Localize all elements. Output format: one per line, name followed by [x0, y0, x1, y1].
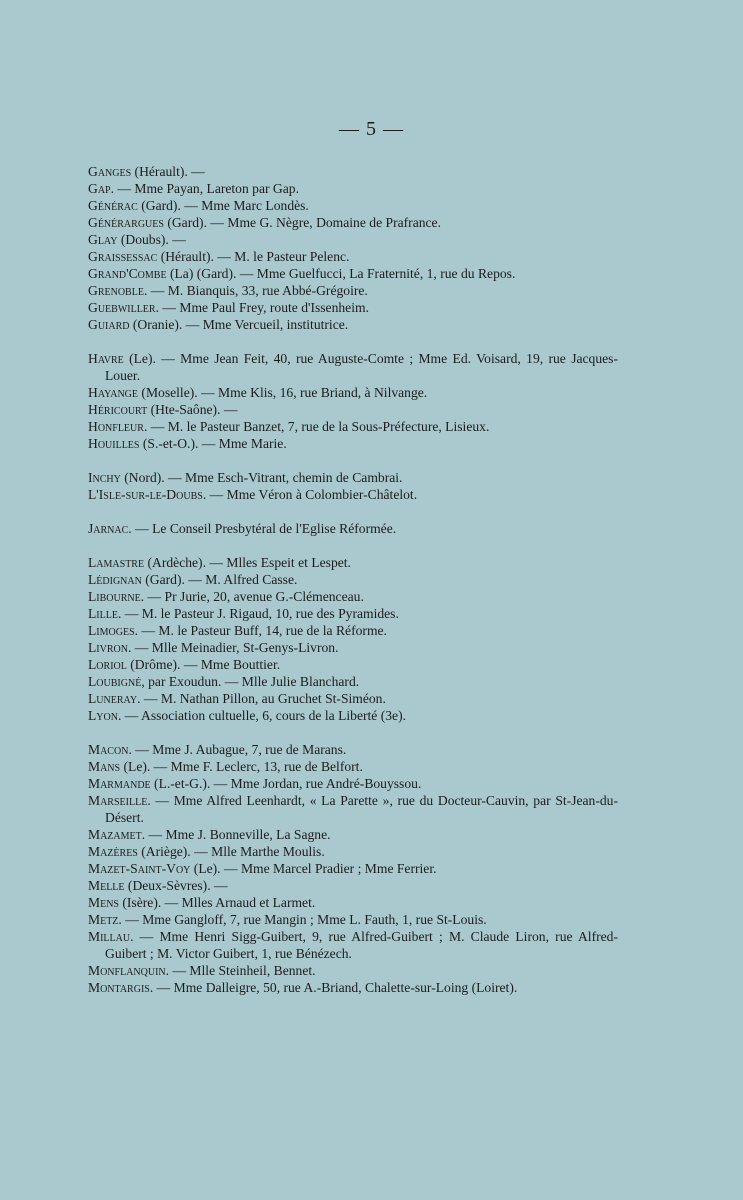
entry-details: (Isère). — Mlles Arnaud et Larmet. — [118, 895, 316, 910]
entry-details: (Hérault). — M. le Pasteur Pelenc. — [157, 249, 350, 264]
directory-entry — [88, 520, 618, 537]
place-name: Lédignan — [88, 572, 142, 587]
place-name: Lyon — [88, 708, 118, 723]
directory-entry — [88, 622, 618, 639]
place-name: Lille — [88, 606, 118, 621]
place-name: Inchy — [88, 470, 121, 485]
entry-details: . — M. Bianquis, 33, rue Abbé-Grégoire. — [143, 283, 368, 298]
directory-entry — [88, 843, 618, 860]
directory-entry — [88, 384, 618, 401]
entry-details: . — Mme Alfred Leenhardt, « La Parette », rue du Docteur-Cauvin, par St-Jean-du-Désert. — [105, 793, 618, 825]
place-name: Mazamet — [88, 827, 142, 842]
entry-details: (Hte-Saône). — — [147, 402, 238, 417]
entry-details: . — Association cultuelle, 6, cours de la Liberté (3e). — [117, 708, 406, 723]
directory-entry — [88, 775, 618, 792]
page-number: — 5 — — [339, 118, 404, 140]
place-name: Loubigné — [88, 674, 142, 689]
entry-details: (Doubs). — — [117, 232, 186, 247]
entry-group — [88, 554, 618, 724]
place-name: Libourne — [88, 589, 141, 604]
directory-entry — [88, 656, 618, 673]
directory-entry — [88, 265, 618, 282]
entry-details: . — Mme Henri Sigg-Guibert, 9, rue Alfred-Guibert ; M. Claude Liron, rue Alfred-Guibert ; M. Victor Guibert, 1, rue Bénézech. — [105, 929, 618, 961]
entry-details: . — Mlle Meinadier, St-Genys-Livron. — [127, 640, 339, 655]
directory-entry — [88, 860, 618, 877]
place-name: Ganges — [88, 164, 132, 179]
place-name: Héricourt — [88, 402, 148, 417]
entry-details: . — Mme J. Aubague, 7, rue de Marans. — [128, 742, 347, 757]
entry-details: . — Mme Gangloff, 7, rue Mangin ; Mme L. Fauth, 1, rue St-Louis. — [118, 912, 487, 927]
directory-entry — [88, 673, 618, 690]
place-name: Lamastre — [88, 555, 145, 570]
directory-entry — [88, 792, 618, 826]
directory-entry — [88, 248, 618, 265]
directory-entry — [88, 214, 618, 231]
entry-details: (Gard). — M. Alfred Casse. — [141, 572, 298, 587]
directory-entry — [88, 163, 618, 180]
entry-group — [88, 163, 618, 333]
directory-entry — [88, 928, 618, 962]
directory-entry — [88, 554, 618, 571]
place-name: Honfleur — [88, 419, 144, 434]
directory-entry — [88, 231, 618, 248]
directory-entry — [88, 826, 618, 843]
directory-entry — [88, 758, 618, 775]
entry-details: , par Exoudun. — Mlle Julie Blanchard. — [141, 674, 360, 689]
place-name: Metz — [88, 912, 119, 927]
directory-entry — [88, 894, 618, 911]
directory-entry — [88, 588, 618, 605]
place-name: Macon — [88, 742, 129, 757]
place-name: Mazères — [88, 844, 138, 859]
place-name: Générargues — [88, 215, 164, 230]
entry-details: . — Pr Jurie, 20, avenue G.-Clémenceau. — [140, 589, 364, 604]
entry-details: . — Mlle Steinheil, Bennet. — [165, 963, 316, 978]
place-name: Graissessac — [88, 249, 158, 264]
directory-entry — [88, 197, 618, 214]
entry-details: . — M. le Pasteur J. Rigaud, 10, rue des Pyramides. — [117, 606, 399, 621]
entry-details: . — Mme Véron à Colombier-Châtelot. — [202, 487, 418, 502]
entry-details: (Le). — Mme Jean Feit, 40, rue Auguste-Comte ; Mme Ed. Voisard, 19, rue Jacques-Louer. — [105, 351, 618, 383]
entry-details: . — Mme J. Bonneville, La Sagne. — [141, 827, 331, 842]
entry-details: . — M. le Pasteur Buff, 14, rue de la Réforme. — [134, 623, 387, 638]
directory-entry — [88, 741, 618, 758]
entry-details: . — Mme Paul Frey, route d'Issenheim. — [155, 300, 369, 315]
entry-group — [88, 469, 618, 503]
directory-entry — [88, 282, 618, 299]
place-name: Grand'Combe — [88, 266, 167, 281]
entry-details: (Moselle). — Mme Klis, 16, rue Briand, à Nilvange. — [138, 385, 428, 400]
directory-entry — [88, 418, 618, 435]
entry-details: (Gard). — Mme G. Nègre, Domaine de Prafrance. — [163, 215, 441, 230]
directory-entry — [88, 571, 618, 588]
place-name: Loriol — [88, 657, 127, 672]
place-name: Melle — [88, 878, 125, 893]
place-name: Havre — [88, 351, 124, 366]
place-name: Marseille — [88, 793, 148, 808]
directory-entry — [88, 877, 618, 894]
place-name: Grenoble — [88, 283, 144, 298]
entry-details: (Deux-Sèvres). — — [124, 878, 228, 893]
entry-details: . — Mme Payan, Lareton par Gap. — [110, 181, 299, 196]
entry-details: (La) (Gard). — Mme Guelfucci, La Fraternité, 1, rue du Repos. — [166, 266, 516, 281]
entry-details: (Le). — Mme F. Leclerc, 13, rue de Belfort. — [120, 759, 363, 774]
place-name: Limoges — [88, 623, 135, 638]
place-name: L'Isle-sur-le-Doubs — [88, 487, 203, 502]
directory-entry — [88, 707, 618, 724]
entry-details: (Ardèche). — Mlles Espeit et Lespet. — [144, 555, 351, 570]
entry-details: . — M. le Pasteur Banzet, 7, rue de la Sous-Préfecture, Lisieux. — [143, 419, 490, 434]
place-name: Livron — [88, 640, 128, 655]
directory-entry — [88, 962, 618, 979]
entry-details: (Gard). — Mme Marc Londès. — [137, 198, 309, 213]
place-name: Gap — [88, 181, 111, 196]
directory-entry — [88, 486, 618, 503]
entry-details: (S.-et-O.). — Mme Marie. — [139, 436, 287, 451]
place-name: Mazet-Saint-Voy — [88, 861, 191, 876]
entry-group — [88, 741, 618, 996]
place-name: Houilles — [88, 436, 140, 451]
directory-entry — [88, 979, 618, 996]
entry-details: . — Mme Dalleigre, 50, rue A.-Briand, Chalette-sur-Loing (Loiret). — [149, 980, 518, 995]
directory-entry — [88, 469, 618, 486]
entry-details: . — M. Nathan Pillon, au Gruchet St-Siméon. — [137, 691, 386, 706]
directory-entry — [88, 180, 618, 197]
entry-details: (Nord). — Mme Esch-Vitrant, chemin de Cambrai. — [120, 470, 403, 485]
place-name: Mans — [88, 759, 121, 774]
entry-details: (Hérault). — — [131, 164, 205, 179]
place-name: Jarnac — [88, 521, 129, 536]
place-name: Hayange — [88, 385, 139, 400]
place-name: Générac — [88, 198, 138, 213]
directory-entry — [88, 299, 618, 316]
entry-details: . — Le Conseil Presbytéral de l'Eglise Réformée. — [128, 521, 397, 536]
entry-details: (Oranie). — Mme Vercueil, institutrice. — [129, 317, 349, 332]
entry-details: (Le). — Mme Marcel Pradier ; Mme Ferrier. — [190, 861, 437, 876]
place-name: Millau — [88, 929, 131, 944]
entry-group — [88, 350, 618, 452]
entry-group — [88, 520, 618, 537]
directory-entry — [88, 605, 618, 622]
entry-details: (Drôme). — Mme Bouttier. — [126, 657, 281, 672]
place-name: Guebwiller — [88, 300, 156, 315]
place-name: Mens — [88, 895, 119, 910]
place-name: Guiard — [88, 317, 130, 332]
place-name: Marmande — [88, 776, 151, 791]
entry-details: (L.-et-G.). — Mme Jordan, rue André-Bouyssou. — [150, 776, 422, 791]
directory-entry — [88, 350, 618, 384]
entry-details: (Ariège). — Mlle Marthe Moulis. — [137, 844, 325, 859]
directory-entry — [88, 435, 618, 452]
place-name: Glay — [88, 232, 118, 247]
place-name: Monflanquin — [88, 963, 166, 978]
directory-entry — [88, 690, 618, 707]
directory-entry — [88, 401, 618, 418]
place-name: Luneray — [88, 691, 138, 706]
place-name: Montargis — [88, 980, 150, 995]
directory-entry — [88, 911, 618, 928]
directory-entry — [88, 639, 618, 656]
directory-list — [88, 163, 618, 996]
directory-entry — [88, 316, 618, 333]
